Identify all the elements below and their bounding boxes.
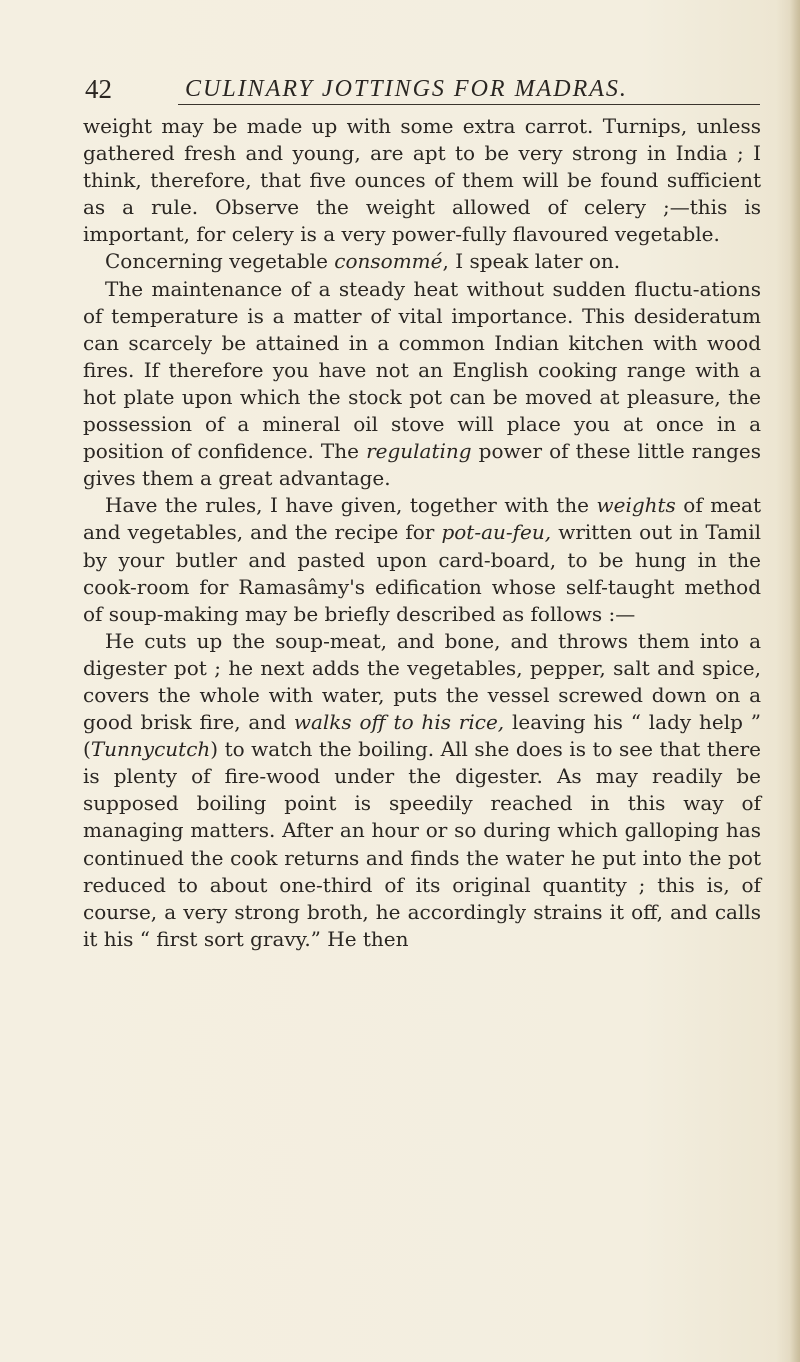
text-span: ) to watch the boiling. All she does is to see that there is plenty of fire-wood under the digester. As may readily be supposed boiling point is speedily reached in this way of managing matters. After an hour or so during which galloping has continued the cook returns and finds the water he put into the pot reduced to about one-third of its original quantity ; this is, of course, a very strong broth, he accordingly strains it off, and calls it his “ first sort gravy.” He then [83, 737, 761, 951]
text-span: , I speak later on. [442, 249, 621, 274]
italic-term: weights [596, 493, 676, 518]
header-rule [178, 104, 760, 105]
paragraph-consomme [83, 248, 761, 275]
paragraph-rules [83, 492, 761, 627]
italic-term: Tunnycutch [90, 737, 211, 762]
body-text [83, 113, 761, 953]
italic-term: consommé [334, 249, 443, 274]
paragraph-celery [83, 113, 761, 248]
text-span: written out in Tamil by your butler and pasted upon card-board, to be hung in the cook-room for Ramasâmy's edification whose self-taught method of soup-making may be briefly described as follows :— [83, 520, 761, 626]
page-edge-shadow [790, 0, 800, 1362]
page-header [85, 74, 760, 104]
paragraph-soup-method [83, 628, 761, 953]
text-span: leaving his “ lady help ” ( [83, 710, 761, 762]
italic-term: walks off to his rice, [293, 710, 505, 735]
text-span: Concerning vegetable [105, 249, 335, 274]
italic-term: pot-au-feu, [441, 520, 552, 545]
text-span: power of these little ranges gives them a great advantage. [83, 439, 762, 491]
text-span: He cuts up the soup-meat, and bone, and throws them into a digester pot ; he next adds the vegetables, pepper, salt and spice, covers the whole with water, puts the vessel screwed down on a good brisk fire, and [83, 628, 761, 735]
running-title: CULINARY JOTTINGS FOR MADRAS. [185, 76, 628, 102]
text-span: weight may be made up with some extra carrot. Turnips, unless gathered fresh and young, are apt to be very strong in India ; I think, therefore, that five ounces of them will be found sufficient as a rule. Observe the weight allowed of celery ;—this is important, for celery is a very power-fully flavoured vegetable. [83, 114, 761, 247]
italic-term: regulating [366, 439, 472, 464]
page-number: 42 [85, 74, 112, 104]
text-span: of meat and vegetables, and the recipe for [83, 493, 761, 545]
text-span: Have the rules, I have given, together with the [105, 493, 597, 518]
paragraph-steady-heat [83, 276, 761, 493]
text-span: The maintenance of a steady heat without sudden fluctu-ations of temperature is a matter of vital importance. This desideratum can scarcely be attained in a common Indian kitchen with wood fires. If therefore you have not an English cooking range with a hot plate upon which the stock pot can be moved at pleasure, the possession of a mineral oil stove will place you at once in a position of confidence. The [83, 276, 761, 464]
